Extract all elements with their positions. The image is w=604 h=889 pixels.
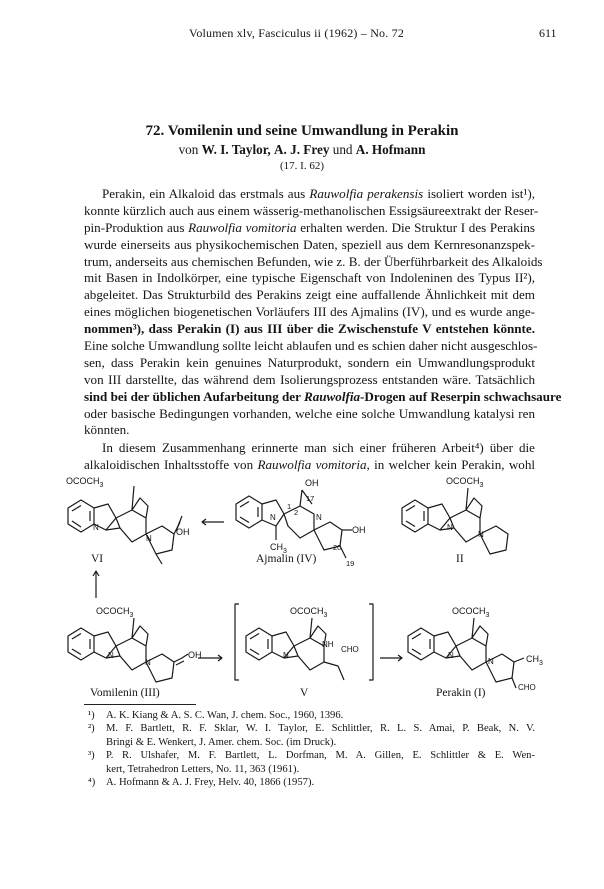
- vomilenin-ococh3: $OCOCH_3$: [96, 606, 134, 619]
- text-line: wurde einerseits aus physikochemischen Daten, speziell aus dem Kernresonanzspek-: [84, 236, 535, 252]
- ajmalin-ch3: $CH_3$: [270, 542, 287, 555]
- v-nh: NH: [322, 640, 334, 649]
- ajmalin-n-atom-1: N: [270, 513, 276, 522]
- label-ajmalin: Ajmalin (IV): [256, 553, 317, 565]
- bracket-left: [235, 604, 239, 680]
- footnote-4: ⁴) A. Hofmann & A. J. Frey, Helv. 40, 1866 (1957).: [88, 777, 315, 789]
- vi-n-atom-2: N: [146, 534, 152, 543]
- ajmalin-num-17: 17: [306, 494, 315, 503]
- received-date: (17. I. 62): [280, 160, 324, 172]
- ajmalin-num-2: 2: [294, 508, 299, 517]
- body-paragraph-1: [84, 186, 562, 439]
- running-header: Volumen xlv, Fasciculus ii (1962) – No. 72: [189, 26, 405, 40]
- vi-n-atom-1: N: [93, 523, 99, 532]
- structure-vi: [68, 486, 182, 564]
- vi-ococh3: $OCOCH_3$: [66, 476, 104, 489]
- v-n-atom: N: [283, 651, 289, 660]
- ii-ococh3: $OCOCH_3$: [446, 476, 484, 489]
- text-line: von III darstellte, das während dem Isolierungsprozess entstanden wäre. Tatsächlich: [84, 371, 535, 387]
- text-line: mit Basen in Indolkörper, eine typische Eigenschaft von Indoleninen des Typus II²),: [84, 270, 535, 286]
- label-vomilenin: Vomilenin (III): [90, 687, 160, 699]
- v-ococh3: $OCOCH_3$: [290, 606, 328, 619]
- ajmalin-oh-right: OH: [352, 525, 366, 535]
- ajmalin-num-1: 1: [287, 502, 292, 511]
- structure-vomilenin: [68, 618, 188, 682]
- perakin-n-atom-2: N: [488, 657, 494, 666]
- label-vi: VI: [91, 553, 104, 565]
- ajmalin-oh-top: OH: [305, 478, 319, 488]
- vomilenin-n-atom-2: N: [145, 658, 151, 667]
- perakin-cho: CHO: [518, 683, 536, 692]
- text-line: konnte kürzlich auch aus einem wässerig-methanolischen Essigsäureextrakt der Reser-: [84, 202, 539, 218]
- perakin-n-atom-1: N: [448, 651, 454, 660]
- v-cho: CHO: [341, 645, 359, 654]
- perakin-ch3: $CH_3$: [526, 654, 543, 667]
- label-perakin: Perakin (I): [436, 687, 486, 699]
- text-line: alkaloidischen Inhaltsstoffe von Rauwolfia vomitoria, in welcher kein Perakin, wohl: [84, 456, 536, 472]
- text-line: In diesem Zusammenhang erinnerte man sich einer früheren Arbeit⁴) über die: [102, 440, 535, 455]
- footnote-3-cont: kert, Tetrahedron Letters, No. 11, 363 (1961).: [106, 763, 300, 775]
- text-line: oder basische Bedingungen vorhanden, welche eine solche Umwandlung katalysi ren: [84, 405, 535, 421]
- ajmalin-num-19: 19: [346, 559, 355, 568]
- footnote-3: ³) P. R. Ulshafer, M. F. Bartlett, L. Dorfman, M. A. Gillen, E. Schlittler & E. Wen-: [88, 750, 535, 762]
- reaction-scheme: [0, 470, 604, 700]
- perakin-ococh3: $OCOCH_3$: [452, 606, 490, 619]
- text-line: sen, dass Perakin kein genuines Naturprodukt, sondern ein Umwandlungsprodukt: [84, 354, 535, 370]
- ajmalin-n-atom-2: N: [316, 513, 322, 522]
- label-ii: II: [456, 553, 464, 565]
- text-line: sind bei der üblichen Aufarbeitung der Rauwolfia-Drogen auf Reserpin schwachsaure: [84, 388, 562, 404]
- structure-v: [246, 618, 344, 680]
- footnotes: [84, 709, 535, 789]
- bracket-right: [369, 604, 373, 680]
- footnote-2: ²) M. F. Bartlett, R. F. Sklar, W. I. Taylor, E. Schlittler, R. L. S. Amai, P. Beak, N. V.: [88, 723, 535, 735]
- text-line: nommen³), dass Perakin (I) aus III über die Zwischenstufe V entstehen könnte.: [84, 321, 535, 337]
- footnote-1: ¹) A. K. Kiang & A. S. C. Wan, J. chem. Soc., 1960, 1396.: [88, 710, 344, 721]
- text-line: abgeleitet. Das Strukturbild des Perakins zeigt eine auffallende Ähnlichkeit mit dem: [84, 287, 535, 303]
- label-v: V: [300, 687, 309, 699]
- article-authors: von W. I. Taylor, A. J. Frey und A. Hofmann: [178, 142, 426, 157]
- article-title: 72. Vomilenin und seine Umwandlung in Perakin: [145, 123, 459, 139]
- ajmalin-num-20: 20: [333, 543, 342, 552]
- footnote-2-cont: Bringi & E. Wenkert, J. Amer. chem. Soc. (im Druck).: [106, 736, 337, 748]
- ii-n-atom-1: N: [447, 523, 453, 532]
- ii-n-atom-2: N: [478, 530, 484, 539]
- footnote-rule: [84, 704, 196, 705]
- vomilenin-oh: OH: [188, 650, 202, 660]
- text-line: pin-Produktion aus Rauwolfia vomitoria erhalten werden. Die Struktur I des Perakins: [84, 219, 536, 235]
- body-paragraph-2: [84, 440, 535, 474]
- structure-perakin: [408, 618, 524, 688]
- text-line: trum, anderseits aus chemischen Befunden, wie z. B. der Überführbarkeit des Alkaloids: [84, 253, 543, 269]
- page-number: 611: [539, 26, 557, 40]
- vomilenin-n-atom-1: N: [108, 651, 114, 660]
- text-line: könnten.: [84, 422, 130, 438]
- text-line: Eine solche Umwandlung sollte leicht ablaufen und es schien daher nicht ausgeschlos-: [84, 338, 538, 354]
- structure-ii: [402, 488, 508, 554]
- text-line: eines möglichen biogenetischen Vorläufers III des Ajmalins (IV), und es wurde ange-: [84, 304, 535, 320]
- text-line: Perakin, ein Alkaloid das erstmals aus Rauwolfia perakensis isoliert worden ist¹),: [102, 186, 536, 201]
- vi-oh: OH: [176, 527, 190, 537]
